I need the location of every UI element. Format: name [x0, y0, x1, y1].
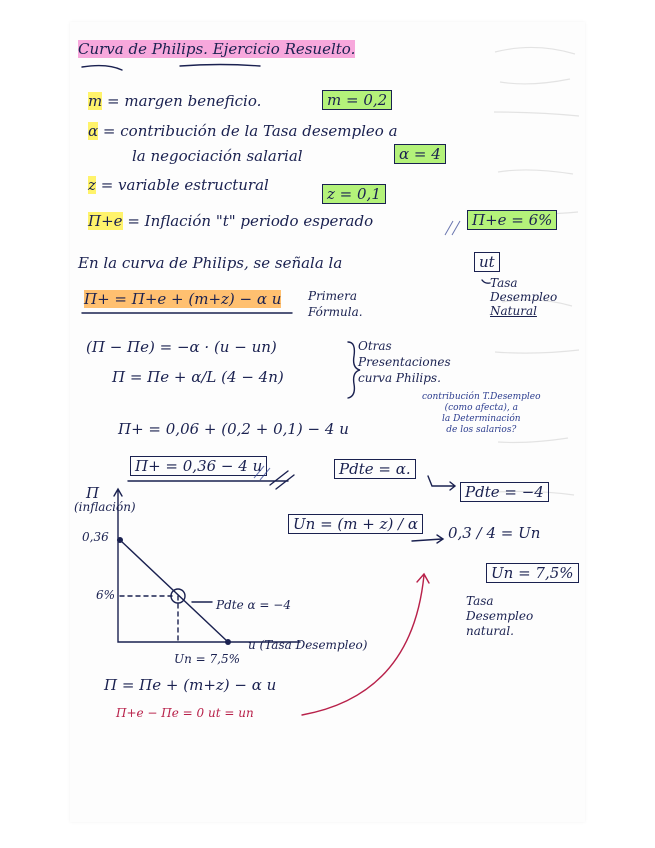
graph-x-label: u (Tasa Desempleo) — [248, 638, 368, 652]
pie-symbol: Π+e — [88, 212, 123, 230]
pie-value-box: Π+e = 6% — [467, 210, 557, 230]
graph-axes — [118, 490, 300, 642]
graph-y-tick-top: 0,36 — [82, 530, 109, 544]
calc-note-line: contribución T.Desempleo — [422, 392, 541, 402]
calc-note-line: la Determinación — [441, 414, 521, 424]
un-formula-box: Un = (m + z) / α — [288, 514, 423, 534]
alpha-symbol: α — [88, 122, 99, 140]
graph-slope-label: Pdte α = −4 — [216, 598, 291, 612]
calc-note-line: de los salarios? — [446, 425, 517, 435]
un-calc: 0,3 / 4 = Un — [448, 524, 541, 542]
alt-note-line: curva Philips. — [358, 371, 441, 385]
result-box: Π+ = 0,36 − 4 u — [130, 456, 267, 476]
formula-note-line: Primera — [308, 289, 358, 303]
alt-formula-2: Π = Πe + α/L (4 − 4n) — [112, 368, 284, 386]
m-value-box: m = 0,2 — [322, 90, 392, 110]
un-note-line: Desempleo — [466, 609, 534, 623]
curve-intro: En la curva de Philips, se señala la — [78, 254, 343, 272]
red-arrow — [302, 575, 424, 715]
formula-note-line: Fórmula. — [308, 305, 363, 319]
m-symbol: m — [88, 92, 103, 110]
result-slash-marks — [254, 466, 270, 480]
ut-note-line: Natural — [490, 304, 537, 318]
ut-arrow — [482, 280, 490, 283]
result-tick-marks — [270, 471, 294, 489]
graph-y-symbol: Π — [86, 484, 100, 502]
graph-x-tick: Un = 7,5% — [174, 652, 241, 666]
ut-note-line: Desempleo — [490, 290, 558, 304]
alt-note-line: Otras — [358, 339, 392, 353]
un-result-box: Un = 7,5% — [486, 563, 579, 583]
un-arrow — [412, 539, 442, 541]
alt-note-line: Presentaciones — [358, 355, 451, 369]
z-value-box: z = 0,1 — [322, 184, 386, 204]
graph-y-tick-mid: 6% — [96, 588, 116, 602]
alpha-value-box: α = 4 — [394, 144, 446, 164]
box-tick-marks — [445, 221, 460, 235]
un-dot — [225, 639, 231, 645]
calc-formula: Π+ = 0,06 + (0,2 + 0,1) − 4 u — [118, 420, 349, 438]
title-underline — [82, 66, 122, 70]
un-note-line: Tasa — [466, 594, 494, 608]
z-symbol: z — [88, 176, 96, 194]
bottom-formula: Π = Πe + (m+z) − α u — [104, 676, 277, 694]
alt-brace — [348, 342, 360, 398]
ut-box: ut — [474, 252, 500, 272]
alpha-definition: = contribución de la Tasa desempleo a — [102, 122, 398, 140]
pie-definition: = Inflación "t" periodo esperado — [127, 212, 374, 230]
slope-alpha-box: Pdte = α. — [334, 459, 416, 479]
calc-note-line: (como afecta), a — [444, 403, 518, 413]
ut-note-line: Tasa — [490, 276, 518, 290]
alpha-definition-cont: la negociación salarial — [132, 147, 303, 165]
phillips-formula: Π+ = Π+e + (m+z) − α u — [84, 290, 282, 308]
bottom-red-formula: Π+e − Πe = 0 ut = un — [116, 706, 254, 720]
title-underline — [180, 65, 260, 67]
intercept-dot — [117, 537, 123, 543]
graph-y-label: (inflación) — [74, 500, 136, 514]
slope-arrow — [428, 476, 454, 486]
z-definition: = variable estructural — [100, 176, 269, 194]
page-title: Curva de Philips. Ejercicio Resuelto. — [78, 40, 356, 58]
un-note-line: natural. — [466, 624, 514, 638]
alt-formula-1: (Π − Πe) = −α · (u − un) — [86, 338, 277, 356]
m-definition: = margen beneficio. — [107, 92, 262, 110]
slope-value-box: Pdte = −4 — [460, 482, 549, 502]
